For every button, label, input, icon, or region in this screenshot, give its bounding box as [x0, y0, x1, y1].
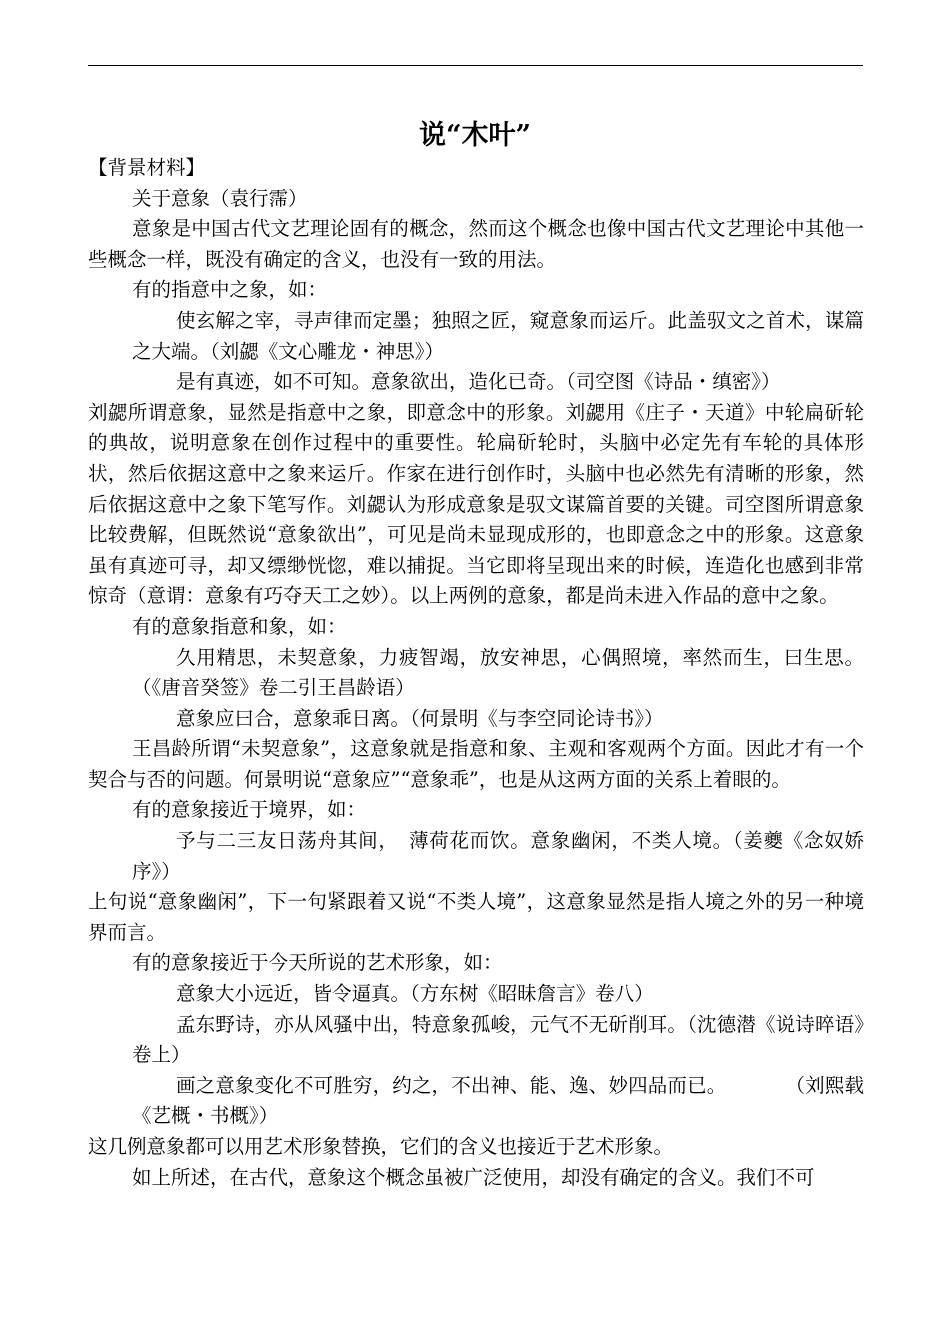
document-body — [88, 153, 864, 1193]
paragraph-source: 关于意象（袁行霈） — [132, 186, 308, 210]
block-quote: 孟东野诗，亦从风骚中出，特意象孤峻，元气不无斫削耳。（沈德潜《说诗晬语》卷上） — [132, 1012, 864, 1067]
block-quote: 意象应曰合，意象乖日离。（何景明《与李空同论诗书》） — [176, 706, 664, 730]
block-quote: 予与二三友日荡舟其间， 薄荷花而饮。意象幽闲，不类人境。（姜夔《念奴娇序》） — [132, 829, 864, 883]
paragraph: 有的指意中之象，如： — [132, 278, 328, 302]
block-quote: 画之意象变化不可胜穷，约之，不出神、能、逸、妙四品而已。 （刘熙载《艺概・书概》） — [132, 1073, 864, 1128]
section-heading: 【背景材料】 — [88, 156, 206, 179]
block-quote: 久用精思，未契意象，力疲智竭，放安神思，心偶照境，率然而生，曰生思。（《唐音癸签》卷二引王昌龄语） — [132, 645, 864, 700]
paragraph: 意象是中国古代文艺理论固有的概念，然而这个概念也像中国古代文艺理论中其他一些概念一样，既没有确定的含义，也没有一致的用法。 — [88, 217, 864, 271]
paragraph: 有的意象接近于境界，如： — [132, 798, 367, 822]
paragraph: 这几例意象都可以用艺术形象替换，它们的含义也接近于艺术形象。 — [88, 1135, 674, 1158]
block-quote: 使玄解之宰，寻声律而定墨；独照之匠，窥意象而运斤。此盖驭文之首术，谋篇之大端。（刘勰《文心雕龙・神思》） — [132, 308, 864, 363]
paragraph: 有的意象接近于今天所说的艺术形象，如： — [132, 951, 503, 975]
paragraph: 刘勰所谓意象，显然是指意中之象，即意念中的形象。刘勰用《庄子・天道》中轮扁斫轮的典故，说明意象在创作过程中的重要性。轮扁斫轮时，头脑中必定先有车轮的具体形状，然后依据这意中之象来运斤。作家在进行创作时，头脑中也必然先有清晰的形象，然后依据这意中之象下笔写作。刘勰认为形成意象是驭文谋篇首要的关键。司空图所谓意象比较费解，但既然说“意象欲出”，可见是尚未显现成形的，也即意念之中的形象。这意象虽有真迹可寻，却又缥缈恍惚，难以捕捉。当它即将呈现出来的时候，连造化也感到非常惊奇（意谓：意象有巧夺天工之妙）。以上两例的意象，都是尚未进入作品的意中之象。 — [88, 400, 864, 608]
page-title: 说“木叶” — [418, 120, 532, 151]
paragraph: 上句说“意象幽闲”，下一句紧跟着又说“不类人境”，这意象显然是指人境之外的另一种境界而言。 — [88, 890, 864, 944]
block-quote: 是有真迹，如不可知。意象欲出，造化已奇。（司空图《诗品・缜密》） — [176, 370, 781, 394]
header-rule — [88, 65, 863, 66]
block-quote: 意象大小远近，皆令逼真。（方东树《昭昧詹言》卷八） — [176, 982, 654, 1006]
paragraph: 有的意象指意和象，如： — [132, 614, 347, 638]
paragraph: 如上所述，在古代，意象这个概念虽被广泛使用，却没有确定的含义。我们不可 — [132, 1165, 815, 1189]
paragraph: 王昌龄所谓“未契意象”，这意象就是指意和象、主观和客观两个方面。因此才有一个契合与否的问题。何景明说“意象应”“意象乖”，也是从这两方面的关系上着眼的。 — [88, 737, 864, 791]
